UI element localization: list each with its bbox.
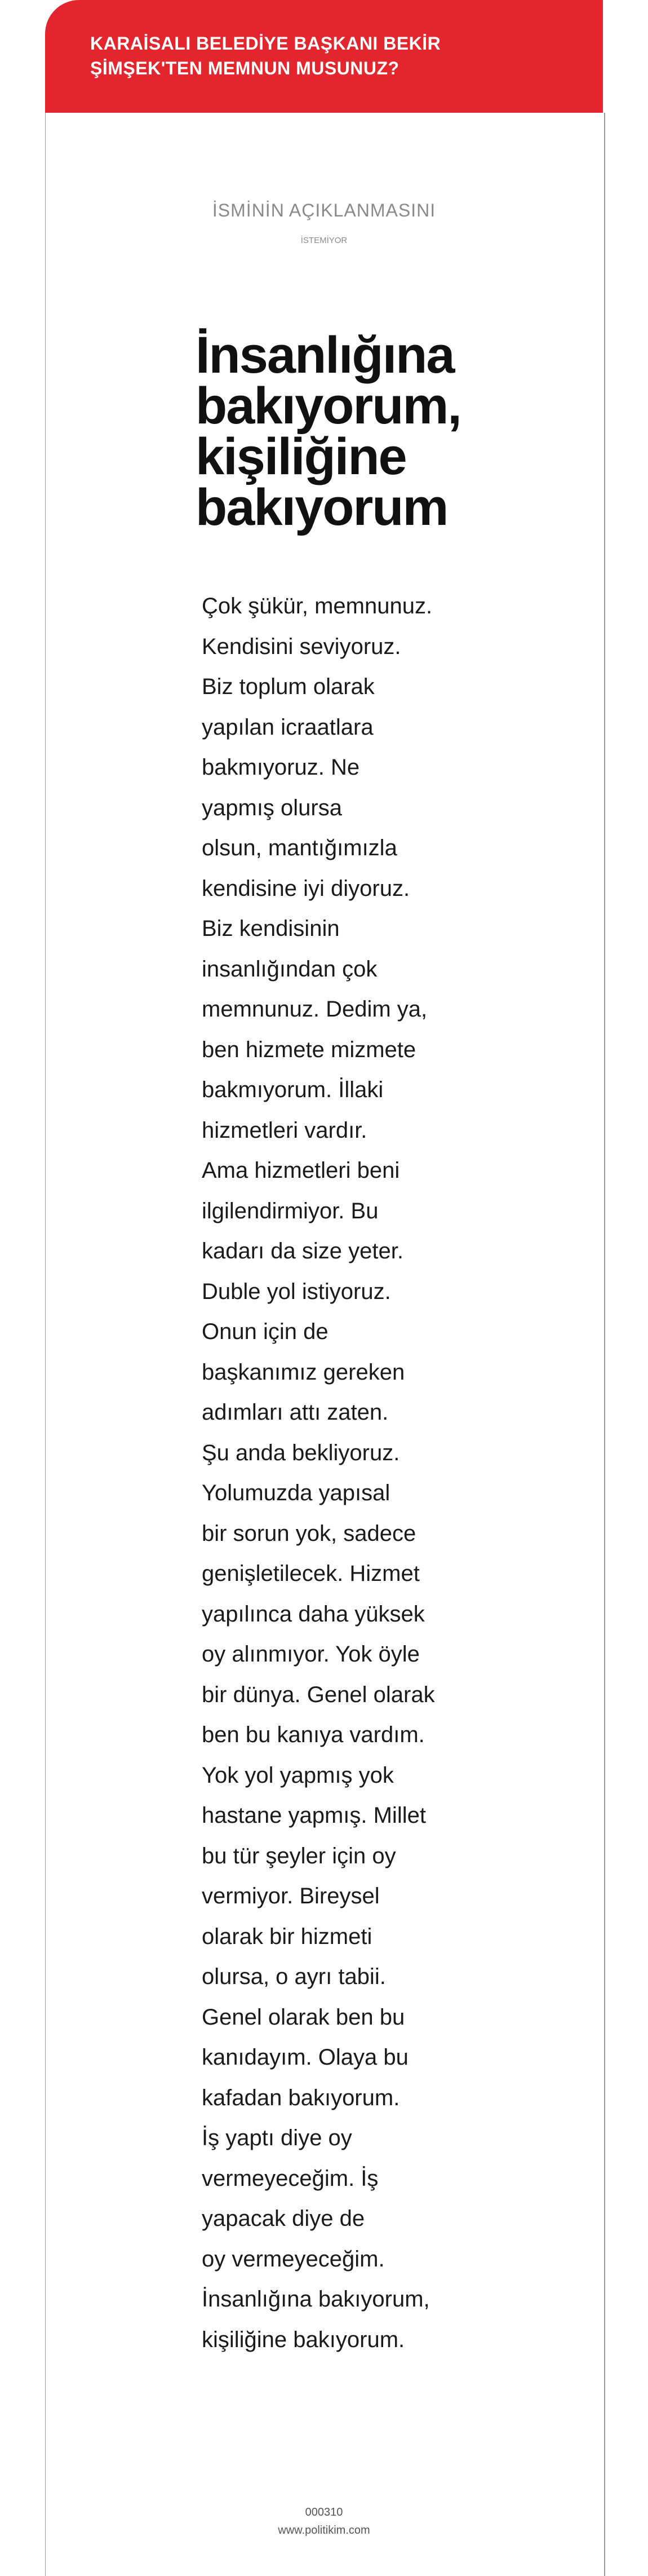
headline bbox=[196, 326, 489, 536]
body-line: Şu anda bekliyoruz. bbox=[202, 1440, 400, 1465]
body-line: ben bu kanıya vardım. bbox=[202, 1722, 425, 1747]
body-line: İş yaptı diye oy bbox=[202, 2126, 352, 2150]
body-line: insanlığından çok bbox=[202, 956, 378, 982]
body-line: kendisine iyi diyoruz. bbox=[202, 876, 410, 901]
body-line: hizmetleri vardır. bbox=[202, 1117, 367, 1143]
headline-line: kişiliğine bbox=[196, 428, 406, 485]
interview-body bbox=[202, 586, 495, 2360]
body-line: genişletilecek. Hizmet bbox=[202, 1561, 420, 1586]
body-line: kadarı da size yeter. bbox=[202, 1239, 403, 1263]
body-line: oy alınmıyor. Yok öyle bbox=[202, 1642, 420, 1667]
body-line: kişiliğine bakıyorum. bbox=[202, 2327, 405, 2352]
body-line: olarak bir hizmeti bbox=[202, 1924, 372, 1949]
body-line: adımları attı zaten. bbox=[202, 1400, 389, 1425]
body-line: Yok yol yapmış yok bbox=[202, 1762, 394, 1788]
body-line: yapmış olursa bbox=[202, 795, 342, 820]
body-line: bu tür şeyler için oy bbox=[202, 1843, 396, 1868]
body-line: Duble yol istiyoruz. bbox=[202, 1279, 391, 1304]
frame-right-border bbox=[604, 113, 605, 2576]
body-line: hastane yapmış. Millet bbox=[202, 1803, 426, 1828]
website-link[interactable]: www.politikim.com bbox=[278, 2524, 370, 2537]
body-line: bakmıyorum. İllaki bbox=[202, 1077, 384, 1102]
body-line: Onun için de bbox=[202, 1319, 329, 1344]
respondent-title: İSTEMİYOR bbox=[300, 236, 348, 245]
frame-left-border bbox=[45, 113, 46, 2576]
body-line: vermiyor. Bireysel bbox=[202, 1884, 380, 1908]
body-line: Yolumuzda yapısal bbox=[202, 1481, 390, 1505]
question-banner bbox=[45, 0, 603, 113]
body-line: oy vermeyeceğim. bbox=[202, 2246, 385, 2272]
body-line: Biz kendisinin bbox=[202, 916, 340, 941]
body-line: Ama hizmetleri beni bbox=[202, 1158, 400, 1183]
body-line: yapılan icraatlara bbox=[202, 714, 374, 740]
footer bbox=[0, 2503, 648, 2539]
body-line: memnunuz. Dedim ya, bbox=[202, 997, 428, 1022]
body-line: Kendisini seviyoruz. bbox=[202, 634, 401, 659]
body-line: Çok şükür, memnunuz. bbox=[202, 594, 433, 618]
body-line: bir sorun yok, sadece bbox=[202, 1521, 416, 1546]
headline-line: bakıyorum, bbox=[196, 377, 461, 435]
body-line: olsun, mantığımızla bbox=[202, 836, 397, 860]
body-line: Genel olarak ben bu bbox=[202, 2004, 405, 2030]
headline-line: bakıyorum bbox=[196, 479, 448, 536]
body-line: kanıdayım. Olaya bu bbox=[202, 2045, 409, 2070]
body-line: olursa, o ayrı tabii. bbox=[202, 1964, 386, 1989]
body-line: ben hizmete mizmete bbox=[202, 1037, 416, 1062]
headline-line: İnsanlığına bbox=[196, 326, 454, 384]
body-line: yapılınca daha yüksek bbox=[202, 1601, 425, 1627]
body-line: başkanımız gereken bbox=[202, 1359, 405, 1385]
body-line: kafadan bakıyorum. bbox=[202, 2085, 400, 2110]
body-line: vermeyeceğim. İş bbox=[202, 2166, 379, 2191]
question-line: ŞİMŞEK'TEN MEMNUN MUSUNUZ? bbox=[90, 58, 400, 78]
body-line: bir dünya. Genel olarak bbox=[202, 1682, 435, 1707]
body-line: ilgilendirmiyor. Bu bbox=[202, 1198, 379, 1223]
question-line: KARAİSALI BELEDİYE BAŞKANI BEKİR bbox=[90, 33, 441, 54]
body-line: İnsanlığına bakıyorum, bbox=[202, 2287, 430, 2312]
page-code: 000310 bbox=[305, 2506, 343, 2518]
respondent-name: İSMİNİN AÇIKLANMASINI bbox=[212, 200, 436, 220]
body-line: Biz toplum olarak bbox=[202, 674, 375, 699]
body-line: bakmıyoruz. Ne bbox=[202, 755, 360, 780]
body-line: yapacak diye de bbox=[202, 2206, 365, 2231]
